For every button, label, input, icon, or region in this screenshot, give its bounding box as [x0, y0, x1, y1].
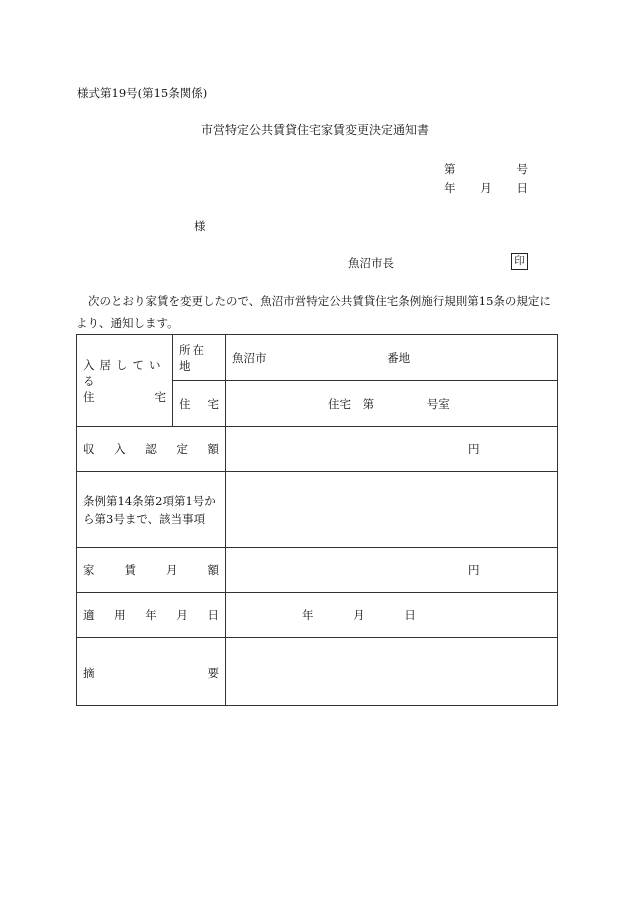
issue-date-line [444, 180, 528, 196]
apply-date-value [226, 593, 558, 638]
rent-yen: 円 [468, 563, 480, 577]
location-banchi: 番地 [387, 350, 411, 365]
resident-housing-label [77, 335, 173, 427]
document-title: 市営特定公共賃貸住宅家賃変更決定通知書 [200, 123, 429, 137]
remarks-value [226, 638, 558, 706]
rent-value [226, 548, 558, 593]
income-value [226, 427, 558, 472]
dwelling-label: 住 宅 [173, 381, 226, 427]
rent-notice-table [76, 334, 558, 706]
apply-year: 年 [302, 608, 314, 622]
date-day: 日 [516, 181, 528, 195]
clause-value [226, 472, 558, 548]
table-row [77, 548, 558, 593]
rent-label: 家 賃 月 額 [77, 548, 226, 593]
table-row [77, 472, 558, 548]
apply-day: 日 [404, 608, 416, 622]
income-label: 収 入 認 定 額 [77, 427, 226, 472]
dwelling-room: 号室 [426, 396, 450, 411]
location-label: 所在地 [173, 335, 226, 381]
apply-date-label: 適 用 年 月 日 [77, 593, 226, 638]
location-city: 魚沼市 [232, 350, 267, 365]
table-row [77, 427, 558, 472]
date-year: 年 [444, 181, 456, 195]
resident-label-line2: 住 宅 [83, 389, 166, 404]
notice-body-text: 次のとおり家賃を変更したので、魚沼市営特定公共賃貸住宅条例施行規則第15条の規定により、通知します。 [76, 294, 551, 330]
location-value [226, 335, 558, 381]
clause-label: 条例第14条第2項第1号から第3号まで、該当事項 [77, 472, 226, 548]
dwelling-value [226, 381, 558, 427]
document-number-line [444, 161, 528, 177]
remarks-label: 摘 要 [77, 638, 226, 706]
dwelling-dai: 第 [362, 396, 375, 411]
table-row [77, 593, 558, 638]
income-yen: 円 [468, 442, 480, 456]
addressee-suffix: 様 [194, 219, 206, 233]
resident-label-line1: 入居している [83, 357, 166, 388]
number-prefix: 第 [444, 162, 456, 176]
number-suffix: 号 [516, 162, 528, 176]
seal-stamp: 印 [511, 253, 528, 270]
dwelling-house: 住宅 [328, 396, 351, 411]
table-row [77, 638, 558, 706]
date-month: 月 [480, 181, 492, 195]
table-row [77, 335, 558, 381]
sender-name: 魚沼市長 [348, 256, 394, 270]
form-number-label: 様式第19号(第15条関係) [77, 86, 208, 100]
apply-month: 月 [353, 608, 365, 622]
